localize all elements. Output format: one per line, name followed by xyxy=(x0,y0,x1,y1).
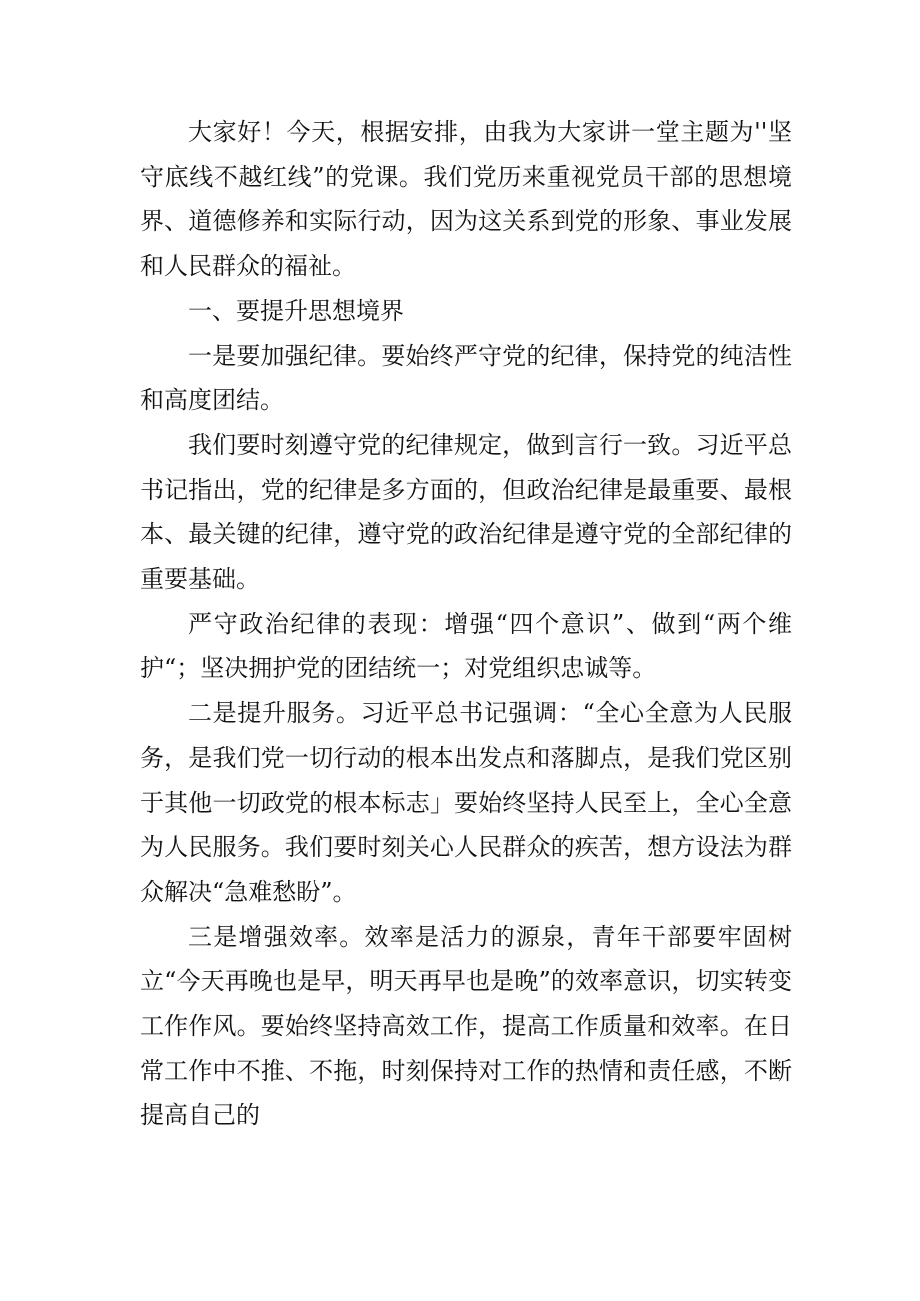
paragraph-discipline-detail: 我们要时刻遵守党的纪律规定，做到言行一致。习近平总书记指出，党的纪律是多方面的，但政治纪律是最重要、最根本、最关键的纪律，遵守党的政治纪律是遵守党的全部纪律的重要基础。 xyxy=(140,430,792,594)
paragraph-political-discipline: 严守政治纪律的表现：增强“四个意识”、做到“两个维护“；坚决拥护党的团结统一；对党组织忠诚等。 xyxy=(140,609,792,683)
paragraph-service: 二是提升服务。习近平总书记强调：“全心全意为人民服务，是我们党一切行动的根本出发点和落脚点，是我们党区别于其他一切政党的根本标志」要始终坚持人民至上，全心全意为人民服务。我们要时刻关心人民群众的疾苦，想方设法为群众解决“急难愁盼”。 xyxy=(140,699,792,906)
paragraph-greeting: 大家好！今天，根据安排，由我为大家讲一堂主题为''坚守底线不越红线”的党课。我们党历来重视党员干部的思想境界、道德修养和实际行动，因为这关系到党的形象、事业发展和人民群众的福祉。 xyxy=(140,118,792,281)
document-body xyxy=(140,110,792,1138)
paragraph-efficiency: 三是增强效率。效率是活力的源泉，青年干部要牢固树立“今天再晚也是早，明天再早也是晚”的效率意识，切实转变工作作风。要始终坚持高效工作，提高工作质量和效率。在日常工作中不推、不拖，时刻保持对工作的热情和责任感，不断提高自己的 xyxy=(140,922,792,1130)
section-heading: 一、要提升思想境界 xyxy=(188,296,404,325)
paragraph-discipline: 一是要加强纪律。要始终严守党的纪律，保持党的纯洁性和高度团结。 xyxy=(140,341,792,415)
